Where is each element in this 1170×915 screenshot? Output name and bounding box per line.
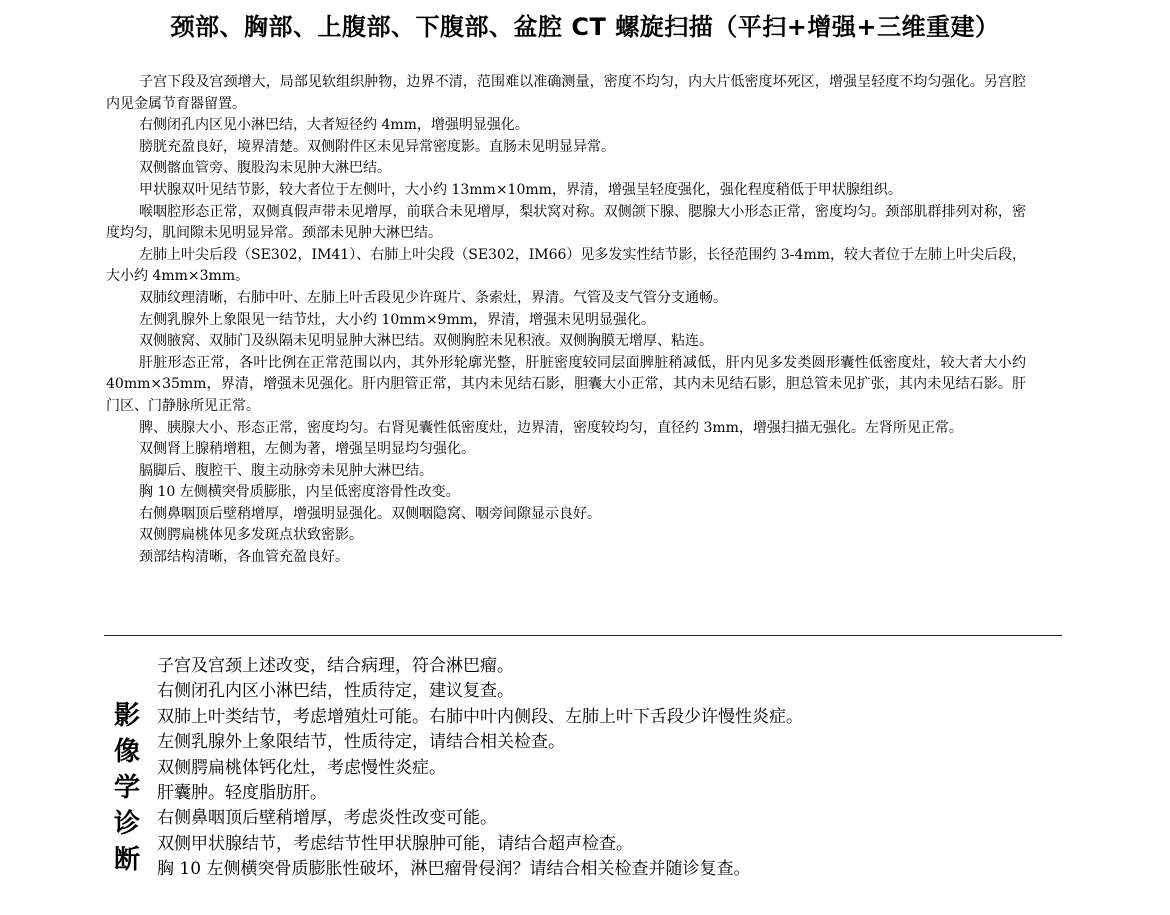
finding-paragraph: 双侧腋窝、双肺门及纵隔未见明显肿大淋巴结。双侧胸腔未见积液。双侧胸膜无增厚、粘连。 bbox=[139, 333, 713, 350]
report-title: 颈部、胸部、上腹部、下腹部、盆腔 CT 螺旋扫描（平扫+增强+三维重建） bbox=[170, 13, 1000, 41]
finding-paragraph: 双侧髂血管旁、腹股沟未见肿大淋巴结。 bbox=[139, 160, 391, 177]
finding-paragraph: 双侧腭扁桃体见多发斑点状致密影。 bbox=[139, 527, 363, 544]
finding-paragraph: 颈部结构清晰，各血管充盈良好。 bbox=[139, 549, 349, 566]
diagnosis-item: 肝囊肿。轻度脂肪肝。 bbox=[157, 783, 327, 804]
finding-paragraph: 右侧闭孔内区见小淋巴结，大者短径约 4mm，增强明显强化。 bbox=[139, 117, 529, 134]
diagnosis-label bbox=[110, 698, 144, 878]
findings-section bbox=[106, 72, 1026, 569]
diagnosis-item: 胸 10 左侧横突骨质膨胀性破坏，淋巴瘤骨侵润？请结合相关检查并随诊复查。 bbox=[157, 859, 751, 880]
finding-paragraph: 右侧鼻咽顶后壁稍增厚，增强明显强化。双侧咽隐窝、咽旁间隙显示良好。 bbox=[139, 505, 601, 522]
finding-paragraph: 膈脚后、腹腔干、腹主动脉旁未见肿大淋巴结。 bbox=[139, 462, 433, 479]
diagnosis-item: 双肺上叶类结节，考虑增殖灶可能。右肺中叶内侧段、左肺上叶下舌段少许慢性炎症。 bbox=[157, 706, 803, 727]
diagnosis-item: 双侧腭扁桃体钙化灶，考虑慢性炎症。 bbox=[157, 757, 446, 778]
diagnosis-section bbox=[157, 654, 1057, 883]
diagnosis-item: 左侧乳腺外上象限结节，性质待定，请结合相关检查。 bbox=[157, 732, 565, 753]
diagnosis-item: 子宫及宫颈上述改变，结合病理，符合淋巴瘤。 bbox=[157, 656, 514, 676]
finding-paragraph: 左肺上叶尖后段（SE302，IM41）、右肺上叶尖段（SE302，IM66）见多发实性结节影，长径范围约 3-4mm，较大者位于左肺上叶尖后段，大小约 4mm×3mm。 bbox=[106, 246, 1026, 285]
diagnosis-label-char: 影 bbox=[113, 701, 140, 731]
diagnosis-item: 双侧甲状腺结节，考虑结节性甲状腺肿可能，请结合超声检查。 bbox=[157, 833, 633, 854]
finding-paragraph: 膀胱充盈良好，境界清楚。双侧附件区未见异常密度影。直肠未见明显异常。 bbox=[139, 138, 615, 155]
diagnosis-label-char: 诊 bbox=[113, 809, 140, 839]
diagnosis-label-char: 断 bbox=[113, 845, 140, 875]
diagnosis-item: 右侧鼻咽顶后壁稍增厚，考虑炎性改变可能。 bbox=[157, 808, 497, 829]
section-divider bbox=[104, 635, 1062, 636]
diagnosis-label-char: 像 bbox=[113, 737, 140, 767]
finding-paragraph: 双肺纹理清晰，右肺中叶、左肺上叶舌段见少许斑片、条索灶，界清。气管及支气管分支通畅。 bbox=[139, 289, 727, 306]
finding-paragraph: 左侧乳腺外上象限见一结节灶，大小约 10mm×9mm，界清，增强未见明显强化。 bbox=[139, 311, 656, 328]
finding-paragraph: 胸 10 左侧横突骨质膨胀，内呈低密度溶骨性改变。 bbox=[139, 484, 460, 501]
finding-paragraph: 脾、胰腺大小、形态正常，密度均匀。右肾见囊性低密度灶，边界清，密度较均匀，直径约 3mm，增强扫描无强化。左肾所见正常。 bbox=[139, 419, 963, 436]
diagnosis-item: 右侧闭孔内区小淋巴结，性质待定，建议复查。 bbox=[157, 681, 514, 702]
diagnosis-label-char: 学 bbox=[113, 773, 140, 803]
finding-paragraph: 喉咽腔形态正常，双侧真假声带未见增厚，前联合未见增厚，梨状窝对称。双侧颌下腺、腮腺大小形态正常，密度均匀。颈部肌群排列对称，密度均匀，肌间隙未见明显异常。颈部未见肿大淋巴结。 bbox=[106, 203, 1026, 242]
finding-paragraph: 肝脏形态正常，各叶比例在正常范围以内，其外形轮廓光整，肝脏密度较同层面脾脏稍减低，肝内见多发类圆形囊性低密度灶，较大者大小约 40mm×35mm，界清，增强未见强化。肝内胆管正常，其内未见结石影，胆囊大小正常，其内未见结石影，胆总管未见扩张，其内未见结石影。肝门区、门静脉所见正常。 bbox=[106, 354, 1026, 414]
finding-paragraph: 甲状腺双叶见结节影，较大者位于左侧叶，大小约 13mm×10mm，界清，增强呈轻度强化，强化程度稍低于甲状腺组织。 bbox=[139, 181, 902, 198]
finding-paragraph: 子宫下段及宫颈增大，局部见软组织肿物，边界不清，范围难以准确测量，密度不均匀，内大片低密度坏死区，增强呈轻度不均匀强化。另宫腔内见金属节育器留置。 bbox=[106, 74, 1026, 112]
finding-paragraph: 双侧肾上腺稍增粗，左侧为著，增强呈明显均匀强化。 bbox=[139, 441, 475, 458]
